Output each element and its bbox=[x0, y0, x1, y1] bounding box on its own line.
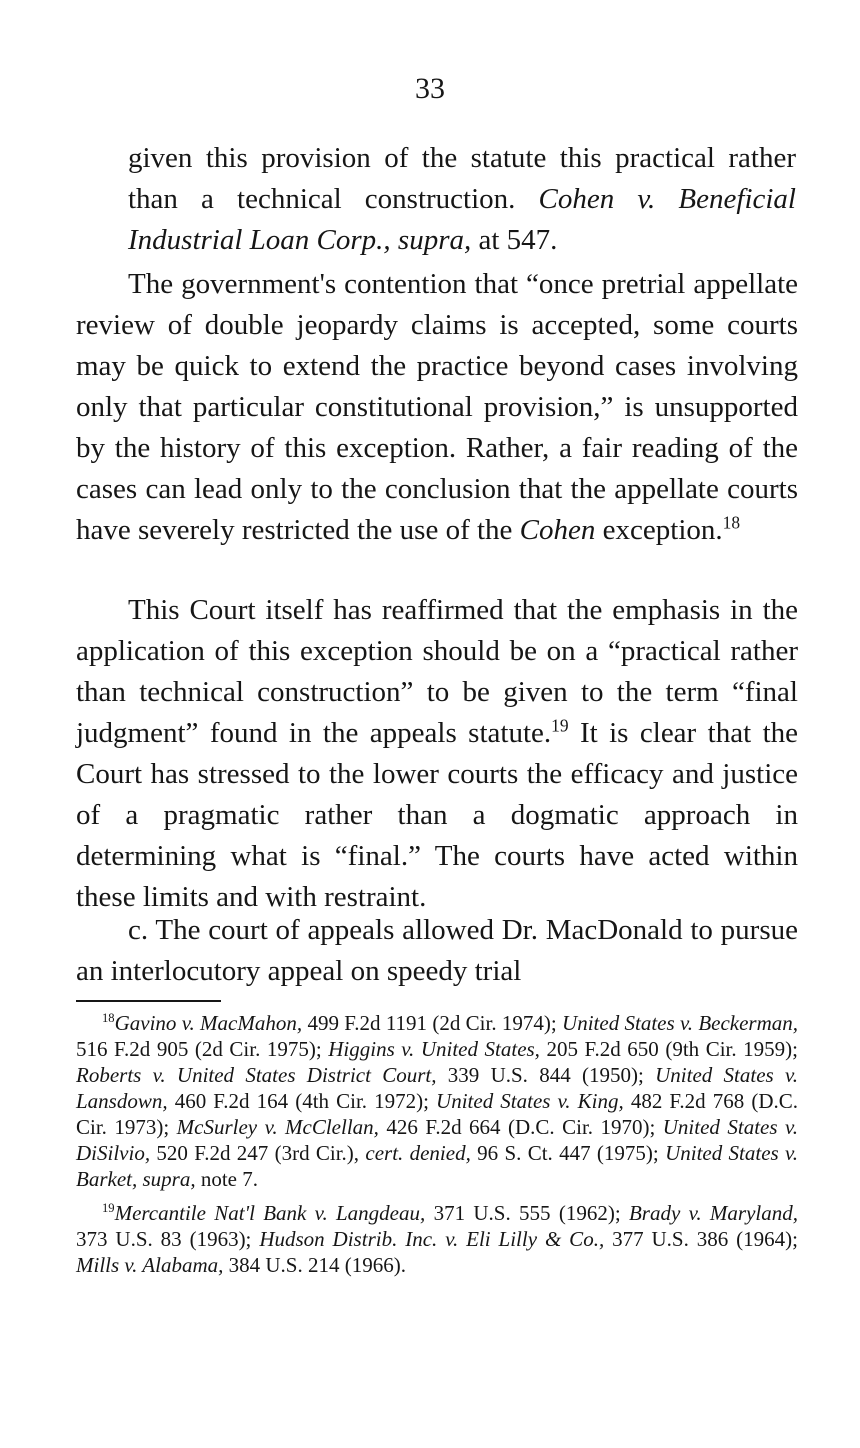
footnote-citation-text: note 7. bbox=[195, 1167, 258, 1191]
footnote-ref-19: 19 bbox=[551, 715, 569, 736]
footnote-citation-text: 371 U.S. 555 (1962); bbox=[425, 1201, 629, 1225]
paragraph-government-contention bbox=[76, 264, 798, 551]
quote-case-name: Cohen v. Beneficial Industrial Loan Corp., supra, bbox=[128, 183, 796, 256]
footnote-citation-case: Gavino v. MacMahon, bbox=[114, 1011, 303, 1035]
footnote-citation-case: Hudson Distrib. Inc. v. Eli Lilly & Co., bbox=[259, 1227, 605, 1251]
footnote-citation-case: McSurley v. McClellan, bbox=[176, 1115, 379, 1139]
footnote-citation-case: Mills v. Alabama, bbox=[76, 1253, 224, 1277]
footnotes bbox=[76, 1010, 798, 1286]
footnote-citation-text: 339 U.S. 844 (1950); bbox=[436, 1063, 656, 1087]
footnote-citation-case: Higgins v. United States, bbox=[328, 1037, 540, 1061]
footnote-ref-18: 18 bbox=[722, 512, 741, 533]
page-number: 33 bbox=[415, 72, 445, 105]
footnote-citation-text: 520 F.2d 247 (3rd Cir.), bbox=[150, 1141, 366, 1165]
footnote-citation-case: Mercantile Nat'l Bank v. Langdeau, bbox=[114, 1201, 426, 1225]
footnote-19 bbox=[76, 1200, 798, 1278]
footnote-citation-text: 377 U.S. 386 (1964); bbox=[604, 1227, 799, 1251]
footnote-citation-case: Roberts v. United States District Court, bbox=[76, 1063, 437, 1087]
para2-tail: It is clear that the Court has stressed to the lower courts the efficacy and justice of a pragmatic rather than a dogmatic approach in determining what is “final.” The courts have acted within these limits and with restraint. bbox=[76, 717, 798, 913]
para1-text: The government's contention that “once pretrial appellate review of double jeopardy claims is accepted, some courts may be quick to extend the practice beyond cases involving only that particular constitutional provision,” is unsupported by the history of this exception. Rather, a fair reading of the cases can lead only to the conclusion that the appellate courts have severely restricted the use of the bbox=[76, 268, 798, 546]
footnote-number: 18 bbox=[102, 1011, 115, 1025]
para2-text: This Court itself has reaffirmed that the emphasis in the application of this exception should be on a “practical rather than technical construction” to be given to the term “final judgment” found in the appeals statute. bbox=[76, 594, 798, 749]
paragraph-interlocutory-appeal bbox=[76, 910, 798, 992]
footnote-citation-case: United States v. DiSilvio, bbox=[76, 1115, 798, 1165]
footnote-citation-text: 384 U.S. 214 (1966). bbox=[223, 1253, 406, 1277]
footnote-citation-text: 482 F.2d 768 (D.C. Cir. 1973); bbox=[76, 1089, 798, 1139]
footnote-18 bbox=[76, 1010, 798, 1192]
para3-text: c. The court of appeals allowed Dr. MacDonald to pursue an interlocutory appeal on speedy trial bbox=[76, 914, 798, 987]
para1-case-name: Cohen bbox=[519, 514, 596, 546]
footnote-citation-case: United States v. Beckerman, bbox=[562, 1011, 799, 1035]
footnote-citation-case: United States v. Lansdown, bbox=[76, 1063, 799, 1113]
footnote-citation-case: cert. denied, bbox=[365, 1141, 471, 1165]
footnote-citation-case: Brady v. Maryland, bbox=[628, 1201, 799, 1225]
footnote-citation-text: 460 F.2d 164 (4th Cir. 1972); bbox=[167, 1089, 437, 1113]
footnote-citation-case: United States v. King, bbox=[436, 1089, 624, 1113]
footnote-citation-text: 205 F.2d 650 (9th Cir. 1959); bbox=[539, 1037, 798, 1061]
footnote-citation-text: 426 F.2d 664 (D.C. Cir. 1970); bbox=[378, 1115, 663, 1139]
footnote-citation-case: United States v. Barket, supra, bbox=[76, 1141, 799, 1191]
para1-tail: exception. bbox=[595, 514, 723, 546]
footnote-number: 19 bbox=[102, 1201, 115, 1215]
quote-text: given this provision of the statute this practical rather than a technical construction. bbox=[128, 142, 796, 215]
footnote-citation-text: 373 U.S. 83 (1963); bbox=[76, 1227, 260, 1251]
quote-tail: at 547. bbox=[471, 224, 558, 256]
footnote-citation-text: 499 F.2d 1191 (2d Cir. 1974); bbox=[302, 1011, 563, 1035]
footnote-citation-text: 96 S. Ct. 447 (1975); bbox=[470, 1141, 666, 1165]
paragraph-court-reaffirmed bbox=[76, 590, 798, 918]
footnote-divider bbox=[76, 1000, 221, 1002]
block-quote bbox=[128, 138, 796, 261]
footnote-citation-text: 516 F.2d 905 (2d Cir. 1975); bbox=[76, 1037, 329, 1061]
